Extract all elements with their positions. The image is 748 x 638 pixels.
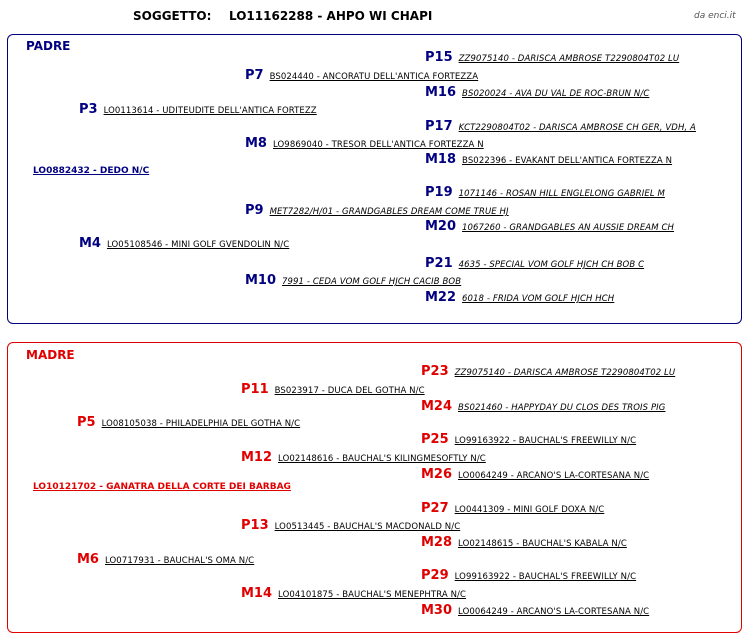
ancestor-position-code: M18	[425, 152, 457, 167]
ancestor-position-code: M16	[425, 85, 457, 100]
ancestor-m26	[421, 465, 649, 481]
dam-panel-title: MADRE	[26, 348, 75, 362]
ancestor-p9	[245, 201, 509, 217]
ancestor-m12	[241, 448, 486, 464]
ancestor-name-link[interactable]: LO0513445 - BAUCHAL'S MACDONALD N/C	[274, 522, 461, 532]
ancestor-p11	[241, 380, 425, 396]
ancestor-name-link[interactable]: ZZ9075140 - DARISCA AMBROSE T2290804T02 LU	[458, 54, 680, 64]
ancestor-name-link[interactable]: LO0717931 - BAUCHAL'S OMA N/C	[104, 556, 255, 566]
ancestor-name-link[interactable]: BS024440 - ANCORATU DELL'ANTICA FORTEZZA	[269, 72, 479, 82]
ancestor-position-code: M28	[421, 535, 453, 550]
ancestor-name-link[interactable]: LO0113614 - UDITEUDITE DELL'ANTICA FORTEZZ	[103, 106, 317, 116]
ancestor-name-link[interactable]: LO02148615 - BAUCHAL'S KABALA N/C	[458, 539, 627, 549]
subject-header	[0, 9, 748, 27]
ancestor-position-code: P29	[421, 568, 449, 583]
ancestor-name-link[interactable]: BS021460 - HAPPYDAY DU CLOS DES TROIS PIG	[458, 403, 666, 413]
ancestor-m30	[421, 601, 649, 617]
ancestor-name-link[interactable]: 1071146 - ROSAN HILL ENGLELONG GABRIEL M	[458, 189, 665, 199]
ancestor-position-code: M10	[245, 273, 277, 288]
ancestor-name-link[interactable]: LO05108546 - MINI GOLF GVENDOLIN N/C	[106, 240, 290, 250]
ancestor-name-link[interactable]: LO04101875 - BAUCHAL'S MENEPHTRA N/C	[278, 590, 467, 600]
ancestor-name-link[interactable]: LO08105038 - PHILADELPHIA DEL GOTHA N/C	[101, 419, 301, 429]
ancestor-m4	[79, 234, 289, 250]
ancestor-position-code: M30	[421, 603, 453, 618]
ancestor-position-code: P15	[425, 50, 453, 65]
subject-value: LO11162288 - AHPO WI CHAPI	[229, 9, 433, 23]
ancestor-m16	[425, 83, 649, 99]
ancestor-name-link[interactable]: LO02148616 - BAUCHAL'S KILINGMESOFTLY N/C	[278, 454, 486, 464]
ancestor-name-link[interactable]: LO0064249 - ARCANO'S LA-CORTESANA N/C	[458, 471, 650, 481]
ancestor-p5	[77, 413, 300, 429]
ancestor-p13	[241, 516, 460, 532]
ancestor-m24	[421, 397, 665, 413]
ancestor-name-link[interactable]: LO0441309 - MINI GOLF DOXA N/C	[454, 505, 605, 515]
sire-pedigree-panel	[7, 34, 742, 324]
ancestor-p25	[421, 430, 636, 446]
ancestor-position-code: P5	[77, 415, 96, 430]
sire-name-link[interactable]: LO0882432 - DEDO N/C	[33, 166, 150, 176]
ancestor-m14	[241, 584, 466, 600]
ancestor-m6	[77, 550, 254, 566]
ancestor-position-code: M26	[421, 467, 453, 482]
ancestor-position-code: P21	[425, 256, 453, 271]
ancestor-m20	[425, 217, 674, 233]
ancestor-name-link[interactable]: LO99163922 - BAUCHAL'S FREEWILLY N/C	[454, 436, 637, 446]
ancestor-name-link[interactable]: BS023917 - DUCA DEL GOTHA N/C	[274, 386, 425, 396]
ancestor-name-link[interactable]: LO99163922 - BAUCHAL'S FREEWILLY N/C	[454, 572, 637, 582]
subject-label: SOGGETTO:	[133, 9, 212, 23]
ancestor-p17	[425, 117, 696, 133]
ancestor-position-code: P19	[425, 185, 453, 200]
dam-name-link[interactable]: LO10121702 - GANATRA DELLA CORTE DEI BARBAG	[33, 482, 291, 492]
ancestor-position-code: M22	[425, 290, 457, 305]
ancestor-name-link[interactable]: LO0064249 - ARCANO'S LA-CORTESANA N/C	[458, 607, 650, 617]
ancestor-m28	[421, 533, 627, 549]
ancestor-name-link[interactable]: BS022396 - EVAKANT DELL'ANTICA FORTEZZA N	[462, 156, 673, 166]
ancestor-name-link[interactable]: KCT2290804T02 - DARISCA AMBROSE CH GER, VDH, A	[458, 123, 696, 133]
ancestor-p3	[79, 100, 317, 116]
ancestor-position-code: P25	[421, 432, 449, 447]
ancestor-position-code: M12	[241, 450, 273, 465]
ancestor-p23	[421, 362, 675, 378]
ancestor-name-link[interactable]: ZZ9075140 - DARISCA AMBROSE T2290804T02 LU	[454, 368, 676, 378]
ancestor-p15	[425, 48, 679, 64]
ancestor-position-code: M20	[425, 219, 457, 234]
ancestor-p21	[425, 254, 644, 270]
source-credit: da enci.it	[694, 11, 736, 21]
ancestor-m18	[425, 150, 672, 166]
ancestor-position-code: P13	[241, 518, 269, 533]
ancestor-position-code: P27	[421, 501, 449, 516]
ancestor-position-code: M14	[241, 586, 273, 601]
ancestor-p29	[421, 566, 636, 582]
ancestor-name-link[interactable]: 1067260 - GRANDGABLES AN AUSSIE DREAM CH	[462, 223, 674, 233]
ancestor-position-code: P23	[421, 364, 449, 379]
ancestor-m10	[245, 271, 461, 287]
ancestor-position-code: P11	[241, 382, 269, 397]
ancestor-p19	[425, 183, 665, 199]
ancestor-position-code: M4	[79, 236, 101, 251]
ancestor-p27	[421, 499, 604, 515]
ancestor-position-code: P17	[425, 119, 453, 134]
ancestor-m8	[245, 134, 484, 150]
ancestor-position-code: M6	[77, 552, 99, 567]
sire-panel-title: PADRE	[26, 39, 71, 53]
ancestor-name-link[interactable]: BS020024 - AVA DU VAL DE ROC-BRUN N/C	[462, 89, 650, 99]
ancestor-name-link[interactable]: MET7282/H/01 - GRANDGABLES DREAM COME TRUE HJ	[269, 207, 509, 217]
ancestor-name-link[interactable]: 6018 - FRIDA VOM GOLF HJCH HCH	[462, 294, 615, 304]
ancestor-position-code: P3	[79, 102, 98, 117]
ancestor-name-link[interactable]: 4635 - SPECIAL VOM GOLF HJCH CH BOB C	[458, 260, 645, 270]
ancestor-position-code: P7	[245, 68, 264, 83]
ancestor-name-link[interactable]: LO9869040 - TRESOR DELL'ANTICA FORTEZZA N	[272, 140, 484, 150]
ancestor-position-code: M24	[421, 399, 453, 414]
ancestor-position-code: M8	[245, 136, 267, 151]
ancestor-name-link[interactable]: 7991 - CEDA VOM GOLF HJCH CACIB BOB	[282, 277, 462, 287]
ancestor-m22	[425, 288, 614, 304]
dam-pedigree-panel	[7, 342, 742, 633]
ancestor-position-code: P9	[245, 203, 264, 218]
ancestor-p7	[245, 66, 478, 82]
